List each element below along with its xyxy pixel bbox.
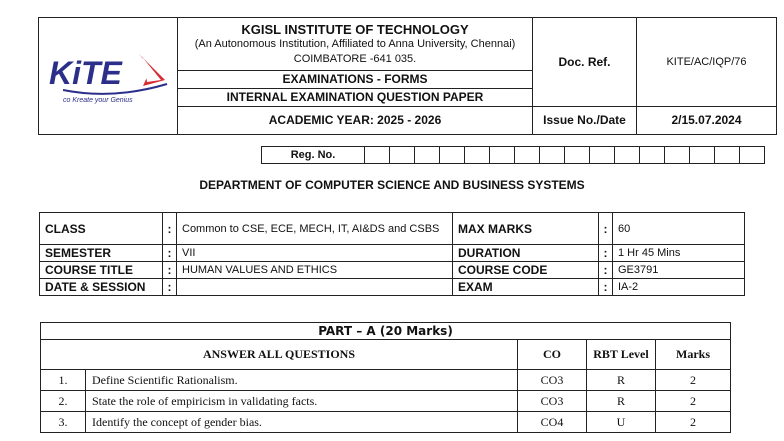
question-text: Define Scientific Rationalism.	[86, 370, 518, 391]
question-row	[41, 391, 731, 412]
duration-value: 1 Hr 45 Mins	[613, 245, 745, 262]
question-rbt: U	[587, 412, 656, 433]
class-value: Common to CSE, ECE, MECH, IT, AI&DS and CSBS	[177, 213, 453, 245]
kite-logo	[43, 46, 173, 104]
reg-no-box[interactable]	[665, 147, 690, 164]
question-rbt: R	[587, 370, 656, 391]
paper-type: INTERNAL EXAMINATION QUESTION PAPER	[178, 89, 533, 107]
institute-name: KGISL INSTITUTE OF TECHNOLOGY	[241, 21, 469, 37]
reg-no-box[interactable]	[365, 147, 390, 164]
reg-no-box[interactable]	[740, 147, 765, 164]
semester-label: SEMESTER	[40, 245, 163, 262]
reg-no-box[interactable]	[465, 147, 490, 164]
colon: :	[163, 262, 177, 279]
logo-text: KiTE	[49, 54, 122, 91]
question-marks: 2	[656, 370, 731, 391]
question-marks: 2	[656, 391, 731, 412]
issue-label: Issue No./Date	[533, 107, 637, 135]
marks-heading: Marks	[656, 340, 731, 370]
duration-label: DURATION	[453, 245, 599, 262]
part-title: PART – A (20 Marks)	[41, 323, 731, 340]
reg-no-box[interactable]	[690, 147, 715, 164]
questions-table	[40, 322, 731, 433]
reg-no-box[interactable]	[415, 147, 440, 164]
reg-no-box[interactable]	[490, 147, 515, 164]
question-rbt: R	[587, 391, 656, 412]
question-co: CO3	[518, 391, 587, 412]
department-title: DEPARTMENT OF COMPUTER SCIENCE AND BUSINESS SYSTEMS	[199, 178, 585, 192]
question-number: 3.	[41, 412, 86, 433]
colon: :	[599, 213, 613, 245]
semester-value: VII	[177, 245, 453, 262]
academic-year: ACADEMIC YEAR: 2025 - 2026	[178, 107, 533, 135]
doc-ref-value: KITE/AC/IQP/76	[637, 18, 777, 107]
affiliation: (An Autonomous Institution, Affiliated to Anna University, Chennai)	[194, 37, 516, 50]
course-code-label: COURSE CODE	[453, 262, 599, 279]
exam-label: EXAM	[453, 279, 599, 296]
question-row	[41, 412, 731, 433]
colon: :	[599, 245, 613, 262]
exam-value: IA-2	[613, 279, 745, 296]
city: COIMBATORE -641 035.	[293, 52, 417, 65]
reg-no-table	[261, 146, 765, 164]
issue-value: 2/15.07.2024	[637, 107, 777, 135]
question-co: CO3	[518, 370, 587, 391]
question-row	[41, 370, 731, 391]
reg-no-label: Reg. No.	[262, 147, 365, 164]
question-text: Identify the concept of gender bias.	[86, 412, 518, 433]
logo-tagline: co Kreate your Genius	[63, 96, 133, 104]
colon: :	[163, 245, 177, 262]
reg-no-box[interactable]	[515, 147, 540, 164]
max-marks-label: MAX MARKS	[453, 213, 599, 245]
reg-no-box[interactable]	[590, 147, 615, 164]
reg-no-box[interactable]	[440, 147, 465, 164]
reg-no-box[interactable]	[640, 147, 665, 164]
question-text: State the role of empiricism in validating facts.	[86, 391, 518, 412]
course-code-value: GE3791	[613, 262, 745, 279]
max-marks-value: 60	[613, 213, 745, 245]
question-co: CO4	[518, 412, 587, 433]
answer-all-heading: ANSWER ALL QUESTIONS	[41, 340, 518, 370]
colon: :	[599, 262, 613, 279]
course-info-table	[39, 212, 745, 296]
course-title-value: HUMAN VALUES AND ETHICS	[177, 262, 453, 279]
course-title-label: COURSE TITLE	[40, 262, 163, 279]
date-session-label: DATE & SESSION	[40, 279, 163, 296]
question-number: 2.	[41, 391, 86, 412]
co-heading: CO	[518, 340, 587, 370]
date-session-value	[177, 279, 453, 296]
reg-no-box[interactable]	[390, 147, 415, 164]
reg-no-box[interactable]	[715, 147, 740, 164]
reg-no-box[interactable]	[615, 147, 640, 164]
logo-cell	[39, 18, 178, 135]
reg-no-box[interactable]	[565, 147, 590, 164]
reg-no-box[interactable]	[540, 147, 565, 164]
institute-block	[178, 18, 533, 71]
rbt-heading: RBT Level	[587, 340, 656, 370]
question-marks: 2	[656, 412, 731, 433]
class-label: CLASS	[40, 213, 163, 245]
colon: :	[163, 279, 177, 296]
colon: :	[599, 279, 613, 296]
colon: :	[163, 213, 177, 245]
doc-ref-label: Doc. Ref.	[533, 18, 637, 107]
section-title: EXAMINATIONS - FORMS	[178, 71, 533, 89]
question-number: 1.	[41, 370, 86, 391]
header-table	[38, 17, 777, 135]
